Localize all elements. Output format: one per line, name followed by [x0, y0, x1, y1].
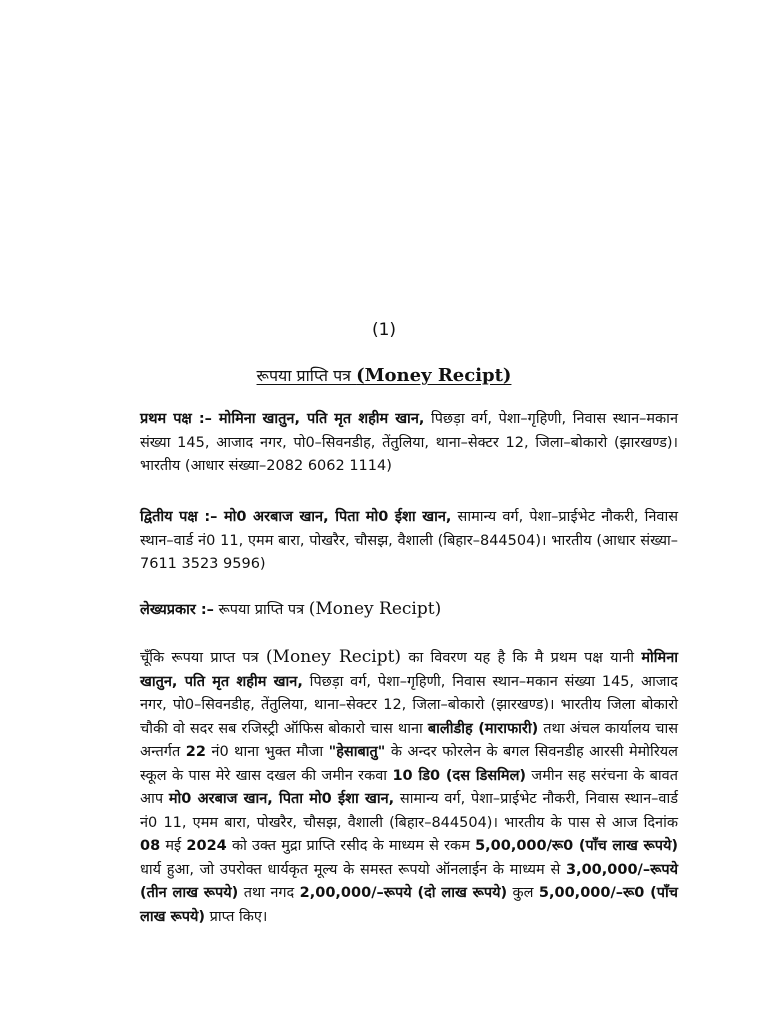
body-first-party-name: मोमिना खातुन, पति मृत शहीम खान, — [140, 650, 678, 690]
body-text: प्राप्त किए। — [205, 908, 268, 925]
second-party-label: द्वितीय पक्ष :– मो0 अरबाज खान, पिता मो0 ईशा खान, — [140, 509, 452, 525]
title-english: (Money Recipt) — [356, 365, 512, 386]
body-text: नं0 थाना भुक्त मौजा — [205, 744, 329, 760]
body-second-party-name: मो0 अरबाज खान, पिता मो0 ईशा खान, — [168, 791, 395, 807]
title-hindi: रूपया प्राप्ति पत्र — [256, 366, 352, 385]
body-date-day: 08 — [140, 838, 161, 854]
body-text: चूँकि रूपया प्राप्त पत्र — [140, 650, 266, 666]
body-text: पिछड़ा वर्ग, पेशा–गृहिणी, निवास स्थान–मकान संख्या 145, आजाद नगर, पो0–सिवनडीह, तेंतुलिया, थाना–सेक्टर 12, जिला–बोकारो (झारखण्ड)। भारतीय जिला बोकारो चौकी वो सदर सब रजिस्ट्री ऑफिस बोकारो चास थाना — [140, 673, 679, 737]
body-date-year: 2024 — [186, 838, 227, 854]
body-total-amount: 5,00,000/रू0 (पाँच लाख रूपये) — [475, 838, 678, 854]
body-police-station: बालीडीह (माराफारी) — [427, 720, 539, 737]
body-text: के अन्दर फोरलेन के बगल सिवनडीह आरसी मेमोरियल स्कूल के पास मेरे खास दखल की जमीन रकवा — [140, 744, 678, 784]
body-text-english: (Money Recipt) — [265, 647, 402, 667]
body-text: मई — [160, 838, 187, 854]
body-mauza-name: "हेसाबातु" — [328, 744, 386, 760]
body-land-area: 10 डि0 (दस डिसमिल) — [392, 767, 527, 784]
body-grand-total: 5,00,000/–रू0 (पाँच लाख रूपये) — [140, 885, 678, 925]
body-text: जमीन सह सरंचना के बावत आप — [140, 767, 678, 807]
body-text: तथा अंचल कार्यालय चास अन्तर्गत — [140, 720, 678, 760]
document-type-hindi: रूपया प्राप्ति पत्र — [213, 602, 309, 618]
page-number: (1) — [371, 320, 397, 340]
body-text: धार्य हुआ, जो उपरोक्त धार्यकृत मूल्य के समस्त रूपयो ऑनलाईन के माध्यम से — [140, 861, 566, 878]
document-title — [0, 364, 768, 386]
body-text: तथा नगद — [238, 885, 300, 901]
body-text: को उक्त मुद्रा प्राप्ति रसीद के माध्यम से रकम — [226, 838, 476, 854]
body-online-amount: 3,00,000/–रूपये (तीन लाख रूपये) — [140, 861, 678, 901]
second-party-paragraph — [140, 506, 678, 577]
body-text: का विवरण यह है कि मै प्रथम पक्ष यानी — [401, 650, 642, 666]
body-cash-amount: 2,00,000/–रूपये (दो लाख रूपये) — [299, 885, 508, 901]
first-party-label: प्रथम पक्ष :– मोमिना खातुन, पति मृत शहीम खान, — [140, 411, 425, 427]
first-party-details: पिछड़ा वर्ग, पेशा–गृहिणी, निवास स्थान–मकान संख्या 145, आजाद नगर, पो0–सिवनडीह, तेंतुलिया, थाना–सेक्टर 12, जिला–बोकारो (झारखण्ड)। भारतीय (आधार संख्या–2082 6062 1114) — [140, 411, 678, 474]
body-text: कुल — [507, 885, 539, 901]
body-text: सामान्य वर्ग, पेशा–प्राईभेट नौकरी, निवास स्थान–वार्ड नं0 11, एमम बारा, पोखरैर, चौसझ, वैशाली (बिहार–844504)। भारतीय के पास से आज दिनांक — [140, 791, 678, 831]
second-party-details: सामान्य वर्ग, पेशा–प्राईभेट नौकरी, निवास स्थान–वार्ड नं0 11, एमम बारा, पोखरैर, चौसझ, वैशाली (बिहार–844504)। भारतीय (आधार संख्या–7611 3523 9596) — [140, 509, 679, 572]
body-paragraph — [140, 646, 678, 929]
document-type-label: लेख्यप्रकार :– — [140, 602, 214, 618]
document-type-line — [140, 598, 678, 623]
document-type-english: (Money Recipt) — [308, 599, 442, 619]
first-party-paragraph — [140, 408, 678, 479]
body-thana-number: 22 — [185, 744, 206, 760]
